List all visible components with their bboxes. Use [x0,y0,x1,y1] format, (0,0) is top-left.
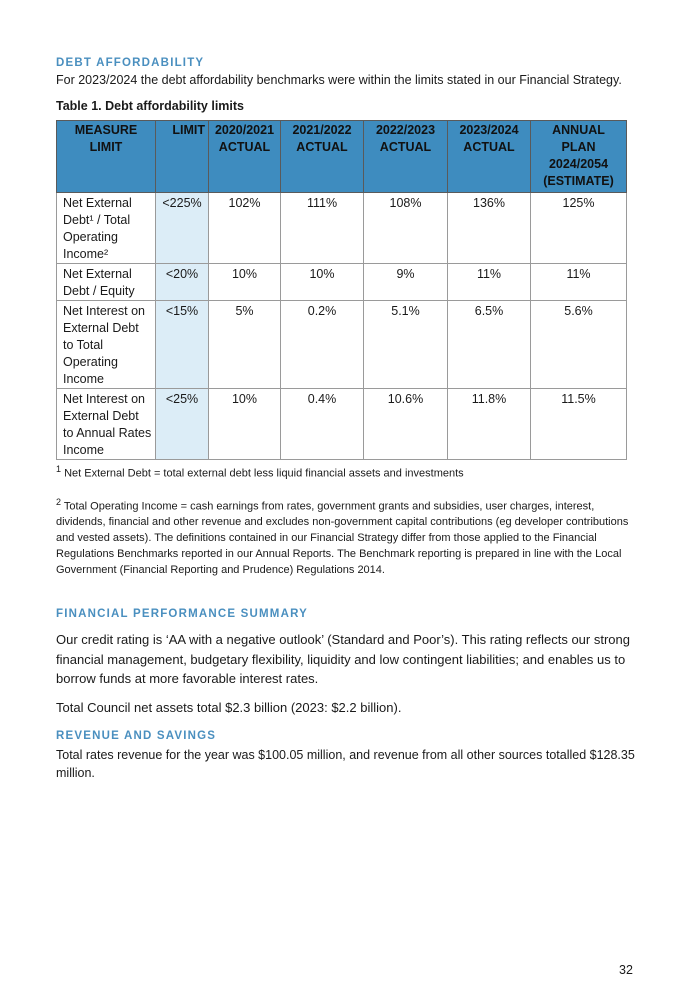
credit-rating-paragraph: Our credit rating is ‘AA with a negative outlook’ (Standard and Poor’s). This rating reflects our strong financial management, budgetary flexibility, liquidity and low contingent liabilities; and enables us to borrow funds at more favorable interest rates. [56,632,630,687]
footnote-2 [56,494,636,579]
table-caption: Table 1. Debt affordability limits [56,99,244,113]
table-row [57,389,627,460]
cell-annual-plan: 11% [531,264,627,301]
cell-2023-2024: 11% [448,264,531,301]
cell-annual-plan: 11.5% [531,389,627,460]
cell-2020-2021: 5% [209,301,281,389]
cell-2022-2023: 108% [364,193,448,264]
cell-measure: Net External Debt¹ / Total Operating Income² [57,193,156,264]
cell-measure: Net Interest on External Debt to Annual Rates Income [57,389,156,460]
debt-intro-paragraph: For 2023/2024 the debt affordability benchmarks were within the limits stated in our Financial Strategy. [56,73,622,87]
cell-2023-2024: 6.5% [448,301,531,389]
cell-2020-2021: 10% [209,264,281,301]
footnote-text: Total Operating Income = cash earnings from rates, government grants and subsidies, user charges, interest, dividends, financial and other revenue and excludes non-government capital contributions (eg developer contributions and vested assets). The definitions contained in our Financial Strategy differ from those applied to the Financial Regulations Benchmarks reported in our Annual Reports. The Benchmark reporting is prepared in line with the Local Government (Financial Reporting and Prudence) Regulations 2014. [56,500,629,577]
header-2021-2022: 2021/2022 ACTUAL [281,121,364,193]
table-row [57,301,627,389]
debt-affordability-table [56,120,627,460]
cell-2021-2022: 0.2% [281,301,364,389]
header-limit: LIMIT [156,121,209,193]
cell-2022-2023: 10.6% [364,389,448,460]
footnote-marker: 1 [56,464,62,474]
cell-2020-2021: 10% [209,389,281,460]
table-row [57,264,627,301]
header-annual-plan: ANNUAL PLAN 2024/2054 (ESTIMATE) [531,121,627,193]
cell-2023-2024: 136% [448,193,531,264]
cell-measure: Net External Debt / Equity [57,264,156,301]
header-2023-2024: 2023/2024 ACTUAL [448,121,531,193]
page-number: 32 [619,963,633,977]
header-2020-2021: 2020/2021 ACTUAL [209,121,281,193]
footnote-text: Net External Debt = total external debt less liquid financial assets and investments [64,467,464,480]
table-row [57,193,627,264]
document-page [56,55,636,782]
cell-2020-2021: 102% [209,193,281,264]
cell-2021-2022: 111% [281,193,364,264]
header-2022-2023: 2022/2023 ACTUAL [364,121,448,193]
financial-performance-heading: FINANCIAL PERFORMANCE SUMMARY [56,608,309,621]
cell-2022-2023: 5.1% [364,301,448,389]
cell-limit: <20% [156,264,209,301]
footnote-marker: 2 [56,496,62,507]
header-measure: MEASURE LIMIT [57,121,156,193]
cell-2022-2023: 9% [364,264,448,301]
cell-limit: <15% [156,301,209,389]
table-header-row [57,121,627,193]
revenue-savings-heading: REVENUE AND SAVINGS [56,730,217,743]
cell-2021-2022: 0.4% [281,389,364,460]
cell-annual-plan: 5.6% [531,301,627,389]
cell-2023-2024: 11.8% [448,389,531,460]
revenue-paragraph: Total rates revenue for the year was $100.05 million, and revenue from all other sources totalled $128.35 million. [56,748,635,781]
cell-annual-plan: 125% [531,193,627,264]
cell-limit: <25% [156,389,209,460]
cell-limit: <225% [156,193,209,264]
net-assets-paragraph: Total Council net assets total $2.3 billion (2023: $2.2 billion). [56,699,402,715]
debt-affordability-heading: DEBT AFFORDABILITY [56,57,205,69]
cell-measure: Net Interest on External Debt to Total Operating Income [57,301,156,389]
cell-2021-2022: 10% [281,264,364,301]
footnote-1 [56,461,636,482]
